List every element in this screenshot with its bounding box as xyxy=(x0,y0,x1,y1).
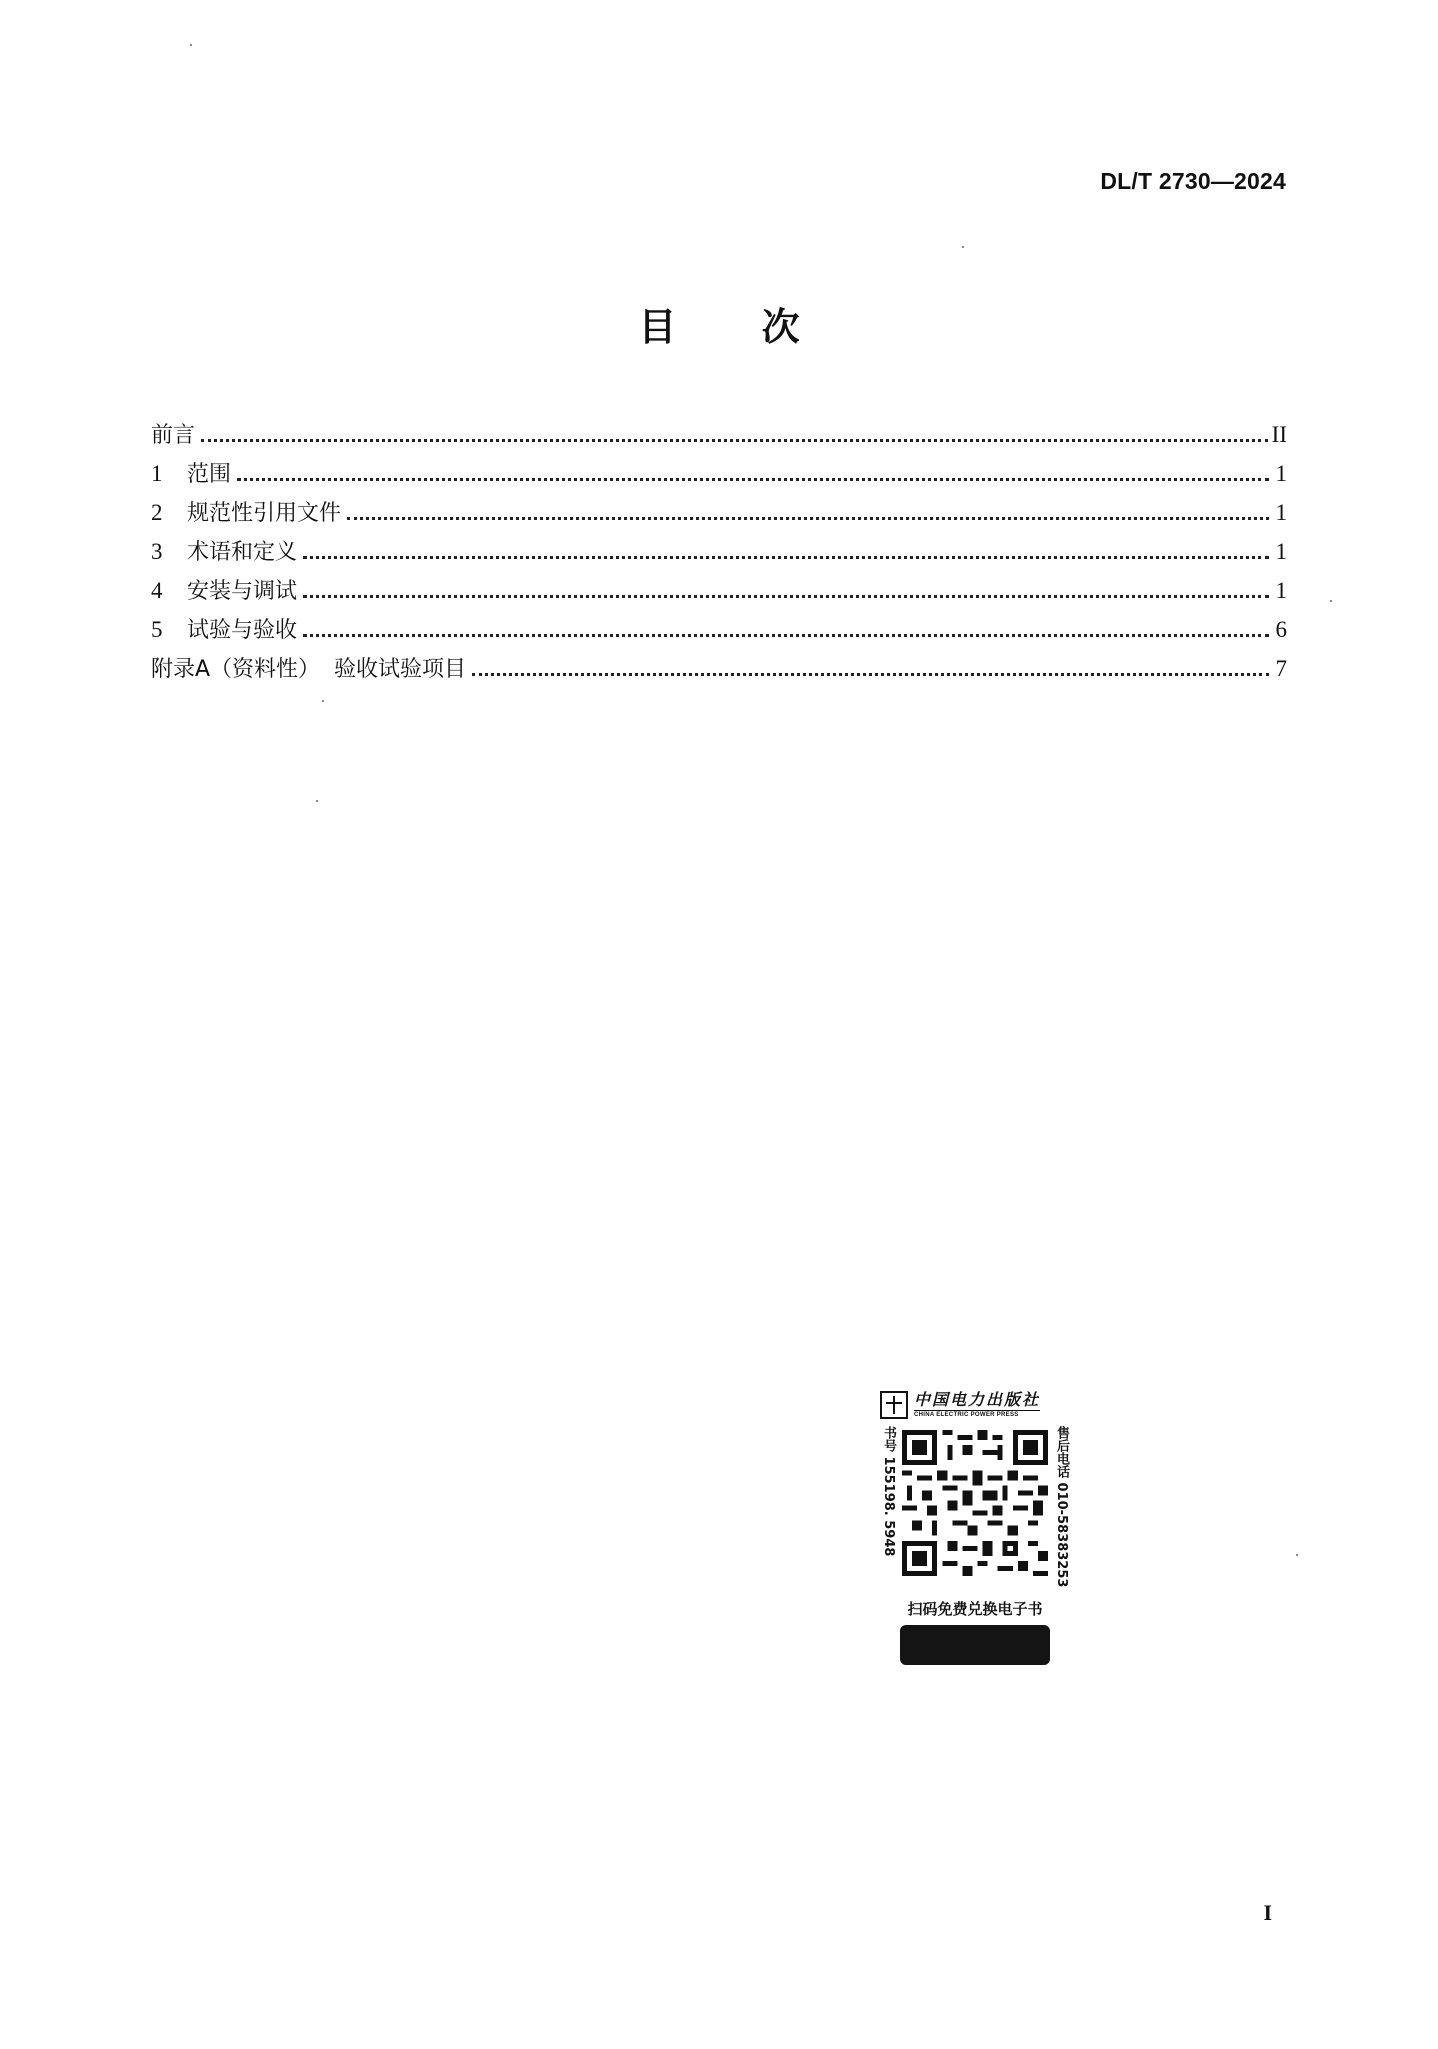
scan-speck xyxy=(1296,1554,1298,1556)
table-of-contents xyxy=(151,418,1287,691)
publisher-name-cn: 中国电力出版社 xyxy=(914,1390,1041,1409)
page-number: I xyxy=(1263,1900,1272,1925)
toc-entry-page: 6 xyxy=(1275,617,1287,642)
scan-speck xyxy=(316,800,318,802)
toc-entry-page: 1 xyxy=(1275,578,1287,603)
toc-entry-test-acceptance[interactable] xyxy=(151,613,1287,652)
publisher-name-en: CHINA ELECTRIC POWER PRESS xyxy=(914,1410,1040,1418)
standard-code: DL/T 2730—2024 xyxy=(1100,168,1286,194)
toc-entry-normative-references[interactable] xyxy=(151,496,1287,535)
toc-entry-label: 范围 xyxy=(187,462,232,487)
publisher-logo-icon xyxy=(880,1391,908,1419)
toc-leader-dots xyxy=(303,595,1269,598)
toc-title: 目 次 xyxy=(638,305,800,349)
toc-entry-page: 1 xyxy=(1275,461,1287,486)
toc-entry-page: 1 xyxy=(1275,539,1287,564)
toc-entry-number: 2 xyxy=(151,500,163,525)
toc-leader-dots xyxy=(303,556,1269,559)
book-number: 书号 155198. 5948 xyxy=(881,1426,896,1557)
scan-speck xyxy=(1330,600,1332,602)
toc-entry-terms-definitions[interactable] xyxy=(151,535,1287,574)
toc-entry-label: 附录A（资料性） 验收试验项目 xyxy=(151,657,467,682)
scan-speck xyxy=(962,246,964,248)
toc-entry-appendix-a[interactable] xyxy=(151,652,1287,691)
toc-entry-page: II xyxy=(1271,422,1287,447)
toc-entry-number: 1 xyxy=(151,461,163,486)
toc-entry-label: 试验与验收 xyxy=(187,618,298,643)
publisher-qr-panel xyxy=(880,1388,1070,1668)
qr-caption: 扫码免费兑换电子书 xyxy=(907,1600,1043,1618)
qr-area xyxy=(880,1426,1070,1594)
scan-speck xyxy=(190,44,192,46)
toc-entry-foreword[interactable] xyxy=(151,418,1287,457)
toc-entry-number: 5 xyxy=(151,617,163,642)
toc-leader-dots xyxy=(303,634,1269,637)
toc-entry-page: 7 xyxy=(1275,656,1287,681)
toc-leader-dots xyxy=(201,439,1268,442)
scan-speck xyxy=(322,700,324,702)
toc-entry-installation-commissioning[interactable] xyxy=(151,574,1287,613)
toc-leader-dots xyxy=(237,478,1269,481)
redemption-code-box xyxy=(900,1625,1050,1665)
qr-code-icon[interactable] xyxy=(902,1430,1048,1576)
toc-leader-dots xyxy=(472,673,1269,676)
toc-entry-label: 前言 xyxy=(151,423,196,448)
toc-entry-number: 4 xyxy=(151,578,163,603)
toc-entry-scope[interactable] xyxy=(151,457,1287,496)
toc-entry-page: 1 xyxy=(1275,500,1287,525)
toc-entry-label: 规范性引用文件 xyxy=(187,501,342,526)
publisher-header xyxy=(880,1388,1070,1422)
toc-entry-label: 术语和定义 xyxy=(187,540,298,565)
sales-phone: 售后电话 010-58383253 xyxy=(1054,1426,1069,1588)
toc-entry-label: 安装与调试 xyxy=(187,579,298,604)
toc-entry-number: 3 xyxy=(151,539,163,564)
toc-leader-dots xyxy=(347,517,1269,520)
publisher-name-group xyxy=(914,1392,1040,1418)
